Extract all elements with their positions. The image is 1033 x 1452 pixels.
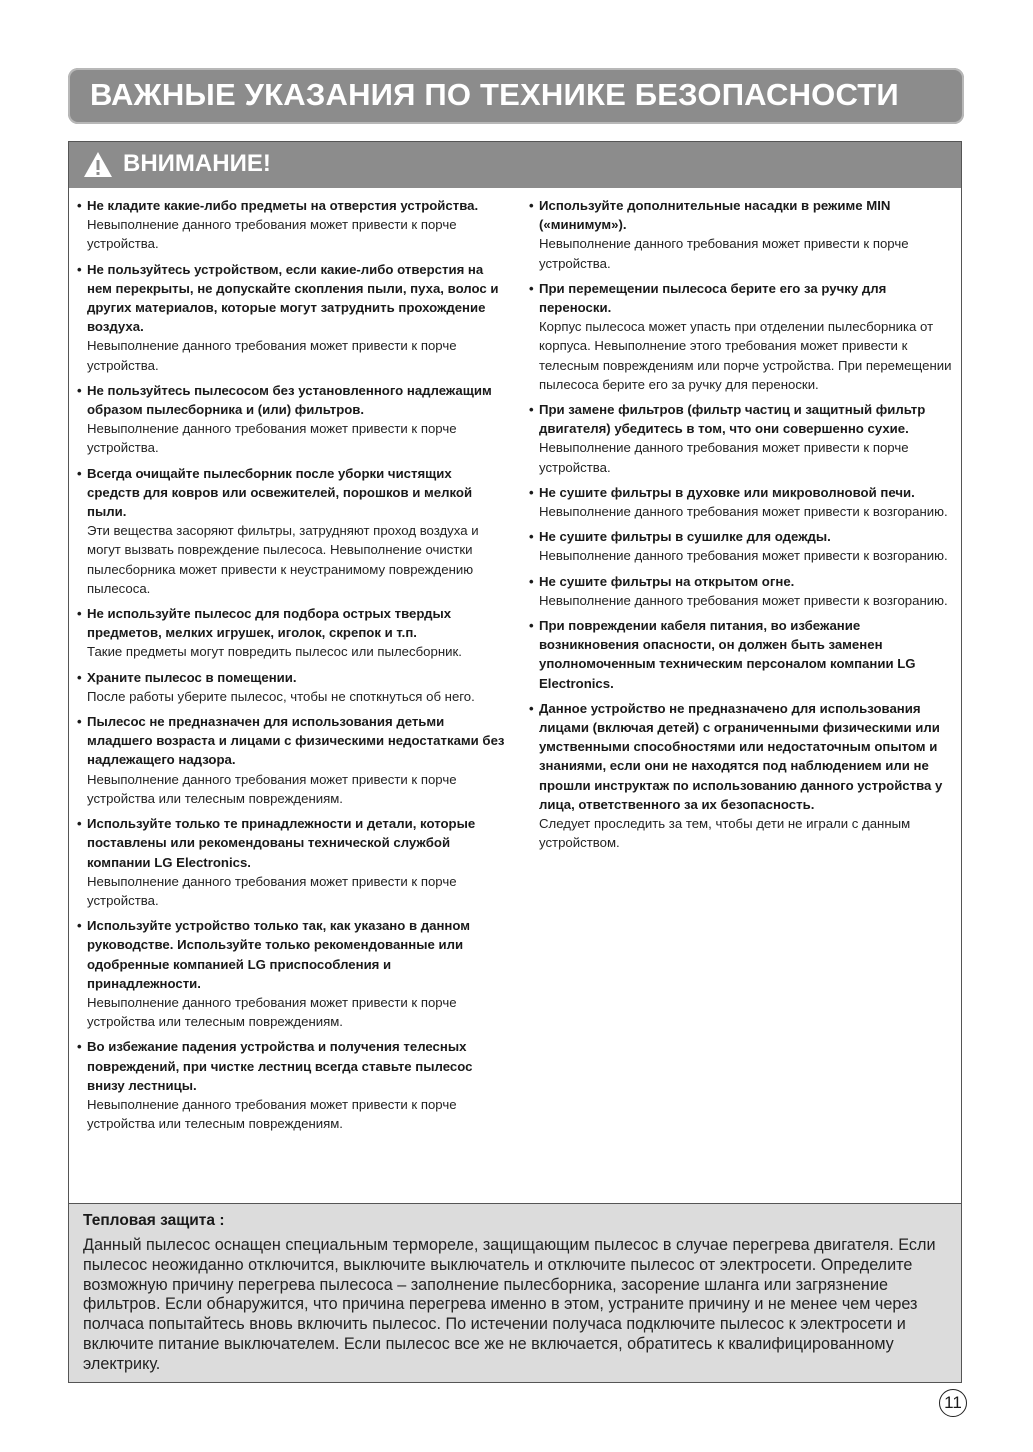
thermal-text: Данный пылесос оснащен специальным термореле, защищающим пылесос в случае перегрева двигателя. Если пылесос неожиданно отключится, выключите выключатель и отключите пылесос от электросети. Определите возможную причину перегрева пылесоса – заполнение пылесборника, засорение шланга или загрязнение фильтров. Если обнаружится, что причина перегрева именно в этом, устраните причину и не менее чем через полчаса попытайтесь вновь включить пылесос. По истечении получаса подключите пылесос к электросети и включите питание выключателем. Если пылесос все же не включается, обратитесь к квалифицированному электрику. (83, 1236, 936, 1373)
item-text: Невыполнение данного требования может привести к порче устройства. (87, 873, 457, 908)
item-heading: При перемещении пылесоса берите его за ручку для переноски. (539, 280, 887, 316)
item-text: Невыполнение данного требования может привести к порче устройства. (87, 217, 457, 252)
item-heading: Пылесос не предназначен для использования детьми младшего возраста и лицами с физическими недостатками без надлежащего надзора. (87, 714, 505, 768)
item-heading: Данное устройство не предназначено для использования лицами (включая детей) с ограниченными физическими или умственными способностями или недостаточным опытом и знаниями, если они не находятся под наблюдением или не прошли инструктаж по использованию данного устройства у лица, ответственного за их безопасность. (539, 700, 943, 812)
item-heading: Храните пылесос в помещении. (87, 669, 297, 685)
item-text: Такие предметы могут повредить пылесос или пылесборник. (87, 644, 462, 660)
item-heading: Используйте дополнительные насадки в режиме MIN («минимум»). (539, 198, 891, 233)
bullet: • (77, 606, 82, 622)
bullet: • (77, 816, 82, 832)
item-text: Невыполнение данного требования может привести к возгоранию. (539, 504, 948, 520)
list-item (529, 699, 957, 853)
right-column (529, 196, 957, 859)
item-text: Невыполнение данного требования может привести к порче устройства. (87, 421, 457, 456)
item-text: Следует проследить за тем, чтобы дети не играли с данным устройством. (539, 816, 911, 851)
list-item (77, 1037, 505, 1133)
list-item (77, 604, 505, 662)
item-heading: Не используйте пылесос для подбора острых твердых предметов, мелких игрушек, иголок, скрепок и т.п. (87, 606, 452, 641)
list-item (529, 527, 957, 565)
list-item (529, 400, 957, 477)
item-heading: Не сушите фильтры на открытом огне. (539, 573, 795, 589)
bullet: • (529, 618, 534, 634)
bullet: • (529, 402, 534, 418)
item-text: Невыполнение данного требования может привести к возгоранию. (539, 592, 948, 608)
warning-label: ВНИМАНИЕ! (123, 150, 271, 177)
left-column (77, 196, 505, 1139)
thermal-title: Тепловая защита : (83, 1212, 225, 1229)
item-heading: Во избежание падения устройства и получения телесных повреждений, при чистке лестниц всегда ставьте пылесос внизу лестницы. (87, 1039, 473, 1093)
bullet: • (77, 714, 82, 730)
list-item (77, 381, 505, 458)
thermal-protection-box (69, 1203, 961, 1382)
bullet: • (77, 261, 82, 277)
bullet: • (529, 700, 534, 716)
list-item (529, 196, 957, 273)
list-item (529, 279, 957, 394)
item-heading: Используйте устройство только так, как указано в данном руководстве. Используйте только рекомендованные или одобренные компанией LG приспособления и принадлежности. (87, 918, 471, 991)
item-heading: Не сушите фильтры в духовке или микроволновой печи. (539, 484, 915, 500)
list-item (77, 712, 505, 808)
item-text: Эти вещества засоряют фильтры, затрудняют проход воздуха и могут вызвать повреждение пылесоса. Невыполнение очистки пылесборника может привести к неустранимому повреждению пылесоса. (87, 523, 479, 596)
item-text: Невыполнение данного требования может привести к возгоранию. (539, 548, 948, 564)
bullet: • (77, 918, 82, 934)
item-text: Невыполнение данного требования может привести к порче устройства. (87, 338, 457, 373)
list-item (529, 483, 957, 521)
list-item (529, 572, 957, 610)
page-title-bar (68, 68, 964, 124)
item-heading: При замене фильтров (фильтр частиц и защитный фильтр двигателя) убедитесь в том, что они совершенно сухие. (539, 402, 926, 437)
item-heading: Не пользуйтесь пылесосом без установленного надлежащим образом пылесборника и (или) фильтров. (87, 382, 492, 418)
item-heading: Не сушите фильтры в сушилке для одежды. (539, 529, 831, 545)
warning-triangle-icon (83, 151, 113, 178)
bullet: • (529, 280, 534, 296)
bullet: • (77, 669, 82, 685)
page-number: 11 (939, 1389, 967, 1417)
item-heading: Всегда очищайте пылесборник после уборки чистящих средств для ковров или освежителей, порошков и мелкой пыли. (87, 465, 473, 520)
page-title: ВАЖНЫЕ УКАЗАНИЯ ПО ТЕХНИКЕ БЕЗОПАСНОСТИ (90, 77, 899, 112)
list-item (529, 616, 957, 693)
list-item (77, 668, 505, 706)
item-text: Невыполнение данного требования может привести к порче устройства или телесным повреждениям. (87, 1096, 457, 1132)
bullet: • (77, 382, 82, 398)
item-heading: При повреждении кабеля питания, во избежание возникновения опасности, он должен быть заменен уполномоченным техническим персоналом компании LG Electronics. (539, 618, 916, 691)
item-heading: Используйте только те принадлежности и детали, которые поставлены или рекомендованы технической службой компании LG Electronics. (87, 816, 476, 870)
list-item (77, 260, 505, 375)
item-heading: Не пользуйтесь устройством, если какие-либо отверстия на нем перекрыты, не допускайте скопления пыли, пуха, волос и других материалов, которые могут затруднить прохождение воздуха. (87, 261, 499, 335)
bullet: • (529, 484, 534, 500)
item-text: Невыполнение данного требования может привести к порче устройства или телесным повреждениям. (87, 771, 457, 806)
list-item (77, 814, 505, 910)
item-text: Невыполнение данного требования может привести к порче устройства. (539, 440, 909, 475)
bullet: • (77, 1039, 82, 1055)
warning-band (69, 142, 961, 188)
bullet: • (529, 198, 534, 213)
list-item (77, 916, 505, 1031)
bullet: • (529, 573, 534, 589)
item-text: После работы уберите пылесос, чтобы не споткнуться об него. (87, 688, 475, 704)
bullet: • (77, 465, 82, 481)
bullet: • (529, 529, 534, 545)
warning-frame (68, 141, 962, 1383)
item-text: Корпус пылесоса может упасть при отделении пылесборника от корпуса. Невыполнение этого требования может привести к телесным повреждениям или порче устройства. При перемещении пылесоса берите его за ручку для переноски. (539, 319, 952, 392)
item-heading: Не кладите какие-либо предметы на отверстия устройства. (87, 198, 479, 213)
item-text: Невыполнение данного требования может привести к порче устройства. (539, 236, 909, 271)
list-item (77, 196, 505, 254)
item-text: Невыполнение данного требования может привести к порче устройства или телесным повреждениям. (87, 994, 457, 1030)
list-item (77, 464, 505, 598)
bullet: • (77, 198, 82, 213)
